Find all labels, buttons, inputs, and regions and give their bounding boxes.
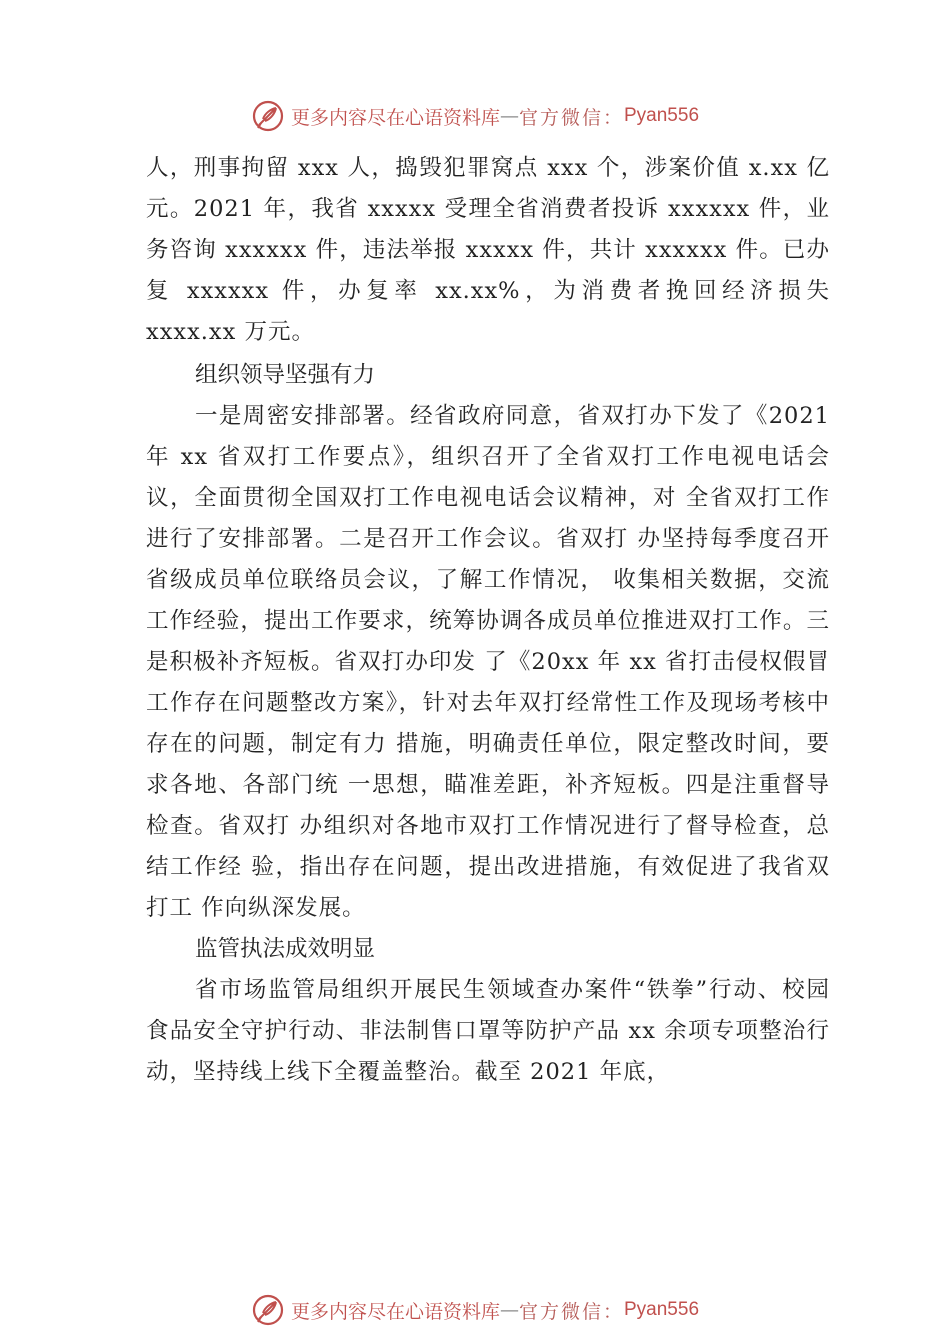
paragraph-enforcement: 省市场监管局组织开展民生领域查办案件“铁拳”行动、校园食品安全守护行动、非法制售口罩等防护产品 xx 余项专项整治行动，坚持线上线下全覆盖整治。截至 2021 年底，: [146, 977, 830, 1085]
watermark-official-text: 官方微信：: [518, 1300, 624, 1323]
watermark-library-text: 更多内容尽在心语资料库: [290, 106, 500, 129]
watermark-official-text: 官方微信：: [518, 106, 624, 129]
document-body: [146, 148, 830, 1093]
footer-watermark: [0, 1290, 950, 1330]
watermark-wechat-id: Pyan556: [624, 105, 700, 126]
paragraph-organize: 一是周密安排部署。经省政府同意，省双打办下发了《2021 年 xx 省双打工作要点》，组织召开了全省双打工作电视电话会议，全面贯彻全国双打工作电视电话会议精神，对 全省双打工作进行了安排部署。二是召开工作会议。省双打 办坚持每季度召开省级成员单位联络员会议，了解工作情况， 收集相关数据，交流工作经验，提出工作要求，统筹协调各成员单位推进双打工作。三是积极补齐短板。省双打办印发 了《20xx 年 xx 省打击侵权假冒工作存在问题整改方案》，针对去年双打经常性工作及现场考核中存在的问题，制定有力 措施，明确责任单位，限定整改时间，要求各地、各部门统 一思想，瞄准差距，补齐短板。四是注重督导检查。省双打 办组织对各地市双打工作情况进行了督导检查，总结工作经 验，指出存在问题，提出改进措施，有效促进了我省双打工 作向纵深发展。: [146, 403, 830, 921]
watermark-wechat-id: Pyan556: [624, 1299, 700, 1320]
watermark-library-text: 更多内容尽在心语资料库: [290, 1300, 500, 1323]
watermark-dash: —: [499, 105, 519, 127]
heading-enforcement: 监管执法成效明显: [195, 936, 376, 962]
heading-organize: 组织领导坚强有力: [195, 362, 376, 388]
quill-logo-icon: [251, 1293, 285, 1327]
header-watermark: [0, 96, 950, 136]
watermark-dash: —: [499, 1299, 519, 1321]
paragraph-case-stats: 人，刑事拘留 xxx 人，捣毁犯罪窝点 xxx 个，涉案价值 x.xx 亿元。2021 年，我省 xxxxx 受理全省消费者投诉 xxxxxx 件，业务咨询 xxxxxx 件，违法举报 xxxxx 件，共计 xxxxxx 件。已办复 xxxxxx 件，办复率 xx.xx%，为消费者挽回经济损失 xxxx.xx 万元。: [146, 155, 830, 345]
quill-logo-icon: [251, 99, 285, 133]
